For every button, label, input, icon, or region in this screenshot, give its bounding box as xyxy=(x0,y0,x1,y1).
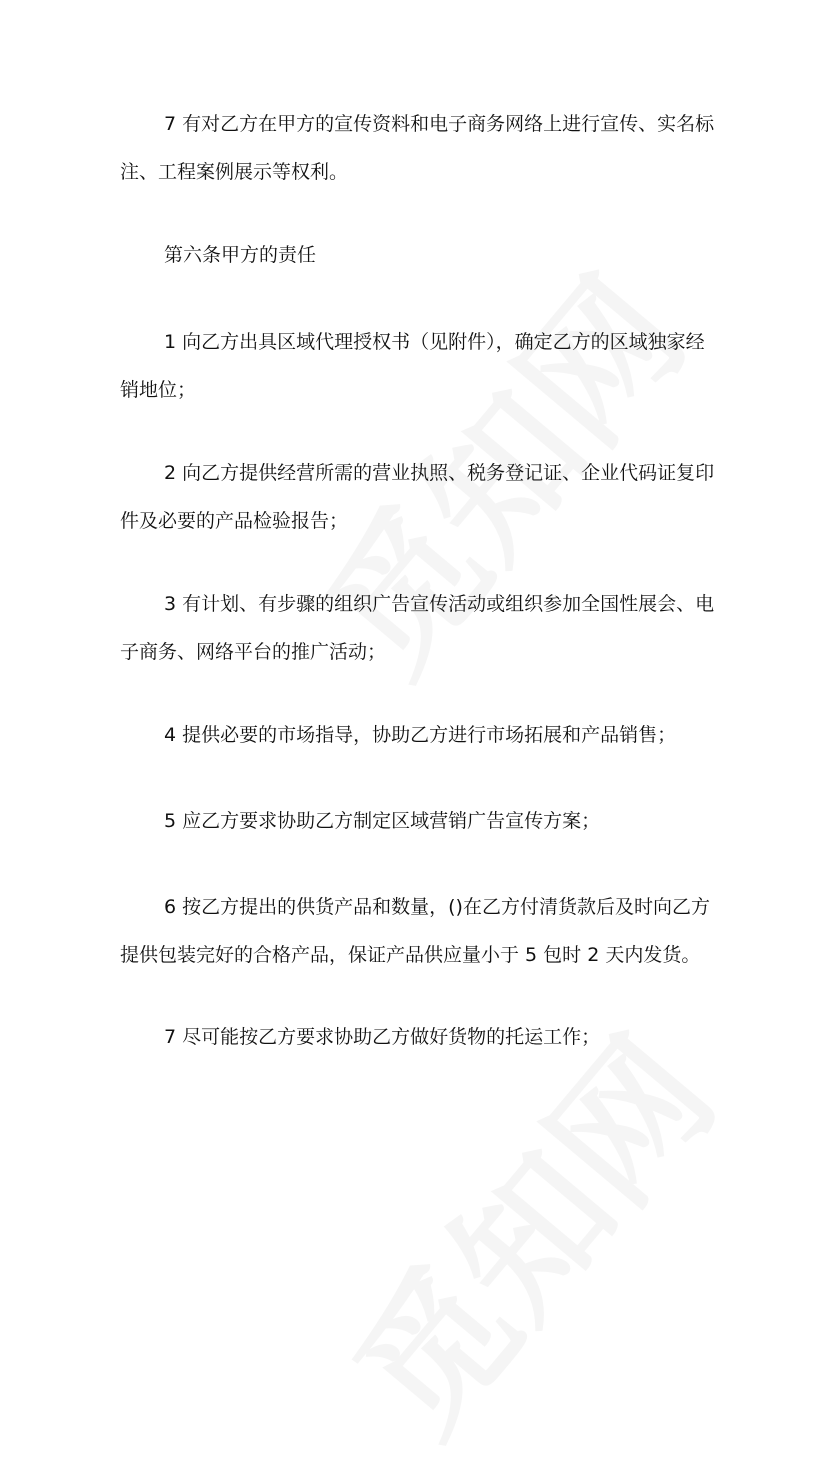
paragraph-duty-5: 5 应乙方要求协助乙方制定区域营销广告宣传方案； xyxy=(164,810,601,832)
paragraph-duty-6: 6 按乙方提出的供货产品和数量，()在乙方付清货款后及时向乙方提供包装完好的合格产品，保证产品供应量小于 5 包时 2 天内发货。 xyxy=(120,896,710,966)
paragraph-duty-3: 3 有计划、有步骤的组织广告宣传活动或组织参加全国性展会、电子商务、网络平台的推广活动； xyxy=(120,593,715,663)
section-heading-article-6: 第六条甲方的责任 xyxy=(164,244,317,266)
paragraph-duty-1: 1 向乙方出具区域代理授权书（见附件），确定乙方的区域独家经销地位； xyxy=(120,331,705,401)
paragraph-duty-2: 2 向乙方提供经营所需的营业执照、税务登记证、企业代码证复印件及必要的产品检验报告； xyxy=(120,462,715,532)
paragraph-duty-7: 7 尽可能按乙方要求协助乙方做好货物的托运工作； xyxy=(164,1026,601,1048)
paragraph-right-7: 7 有对乙方在甲方的宣传资料和电子商务网络上进行宣传、实名标注、工程案例展示等权利。 xyxy=(120,113,715,183)
paragraph-duty-4: 4 提供必要的市场指导，协助乙方进行市场拓展和产品销售； xyxy=(164,724,677,746)
